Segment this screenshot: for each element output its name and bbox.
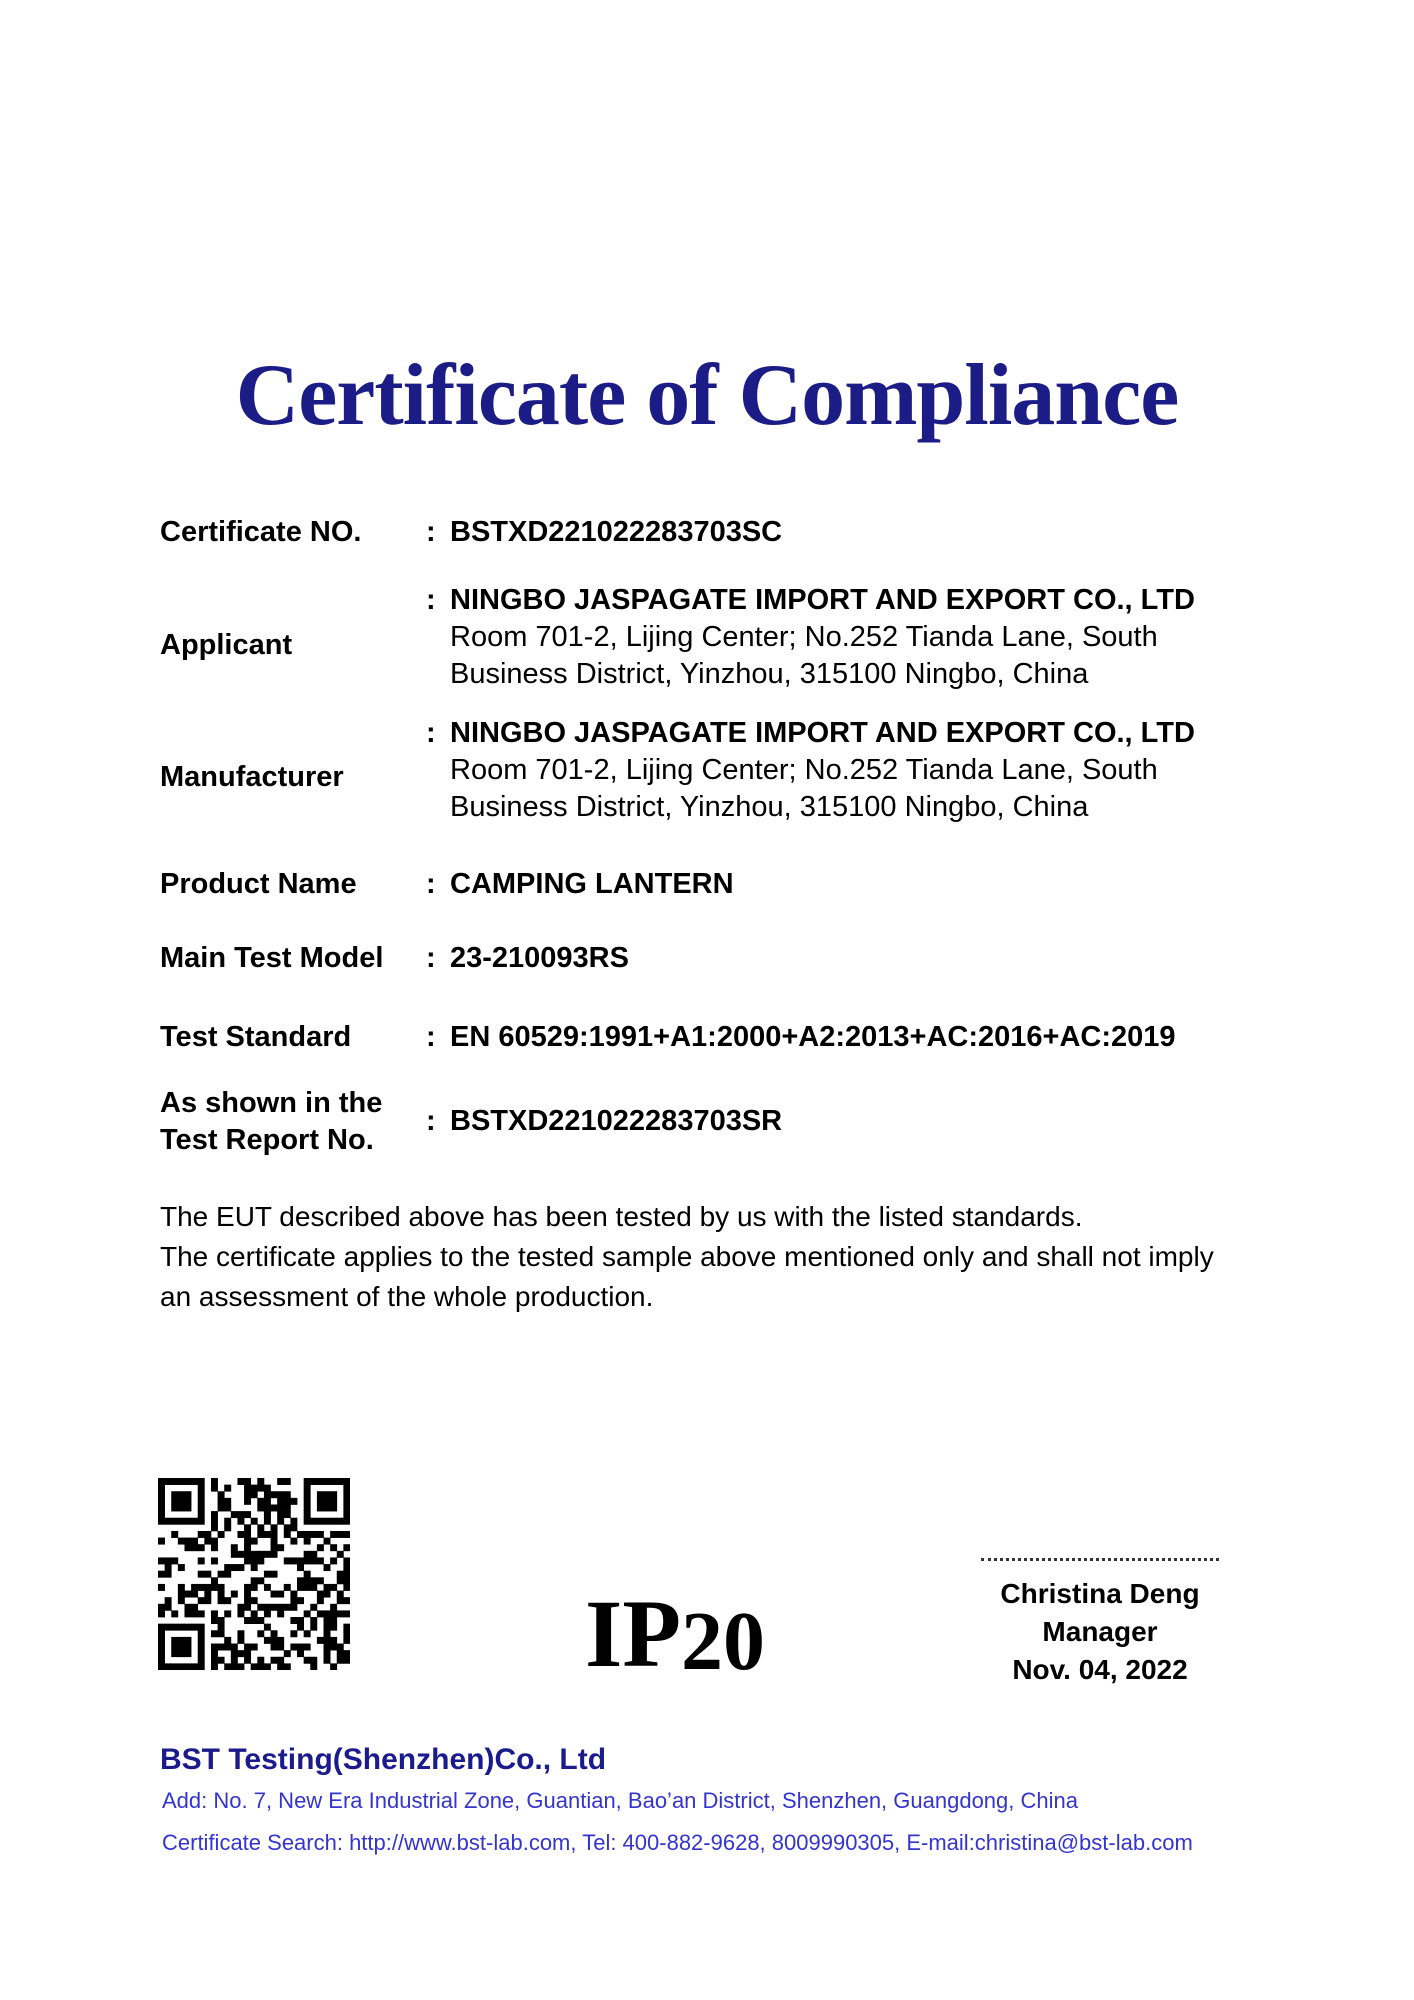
label-test-report-line1: As shown in the: [160, 1087, 383, 1119]
label-product-name: Product Name: [160, 868, 357, 900]
value-applicant: [450, 582, 1195, 693]
manufacturer-company: NINGBO JASPAGATE IMPORT AND EXPORT CO., LTD: [450, 717, 1195, 749]
colon-manufacturer: :: [426, 717, 436, 749]
statement-line3: an assessment of the whole production.: [160, 1281, 654, 1312]
value-certificate-no: BSTXD221022283703SC: [450, 516, 783, 548]
label-test-report: [160, 1085, 382, 1159]
signature-date: Nov. 04, 2022: [1012, 1654, 1188, 1685]
colon-product-name: :: [426, 868, 436, 900]
value-test-report: BSTXD221022283703SR: [450, 1105, 783, 1137]
value-test-standard: EN 60529:1991+A1:2000+A2:2013+AC:2016+AC:2019: [450, 1021, 1176, 1053]
label-test-report-line2: Test Report No.: [160, 1124, 374, 1156]
colon-applicant: :: [426, 584, 436, 616]
ip-rating: [585, 1580, 765, 1688]
colon-main-test-model: :: [426, 942, 436, 974]
signature-role: Manager: [1042, 1616, 1158, 1647]
ip-rating-digits: 20: [681, 1595, 765, 1688]
qr-code: [158, 1478, 350, 1670]
applicant-company: NINGBO JASPAGATE IMPORT AND EXPORT CO., LTD: [450, 584, 1195, 616]
certificate-title: Certificate of Compliance: [235, 347, 1179, 444]
label-test-standard: Test Standard: [160, 1021, 352, 1053]
value-main-test-model: 23-210093RS: [450, 942, 629, 974]
colon-test-report: :: [426, 1105, 436, 1137]
footer-contact: Certificate Search: http://www.bst-lab.com, Tel: 400-882-9628, 8009990305, E-mail:christina@bst-lab.com: [162, 1830, 1193, 1855]
footer-address: Add: No. 7, New Era Industrial Zone, Guantian, Bao’an District, Shenzhen, Guangdong, China: [162, 1788, 1078, 1813]
applicant-address-line2: Business District, Yinzhou, 315100 Ningbo, China: [450, 658, 1089, 690]
applicant-address-line1: Room 701-2, Lijing Center; No.252 Tianda Lane, South: [450, 621, 1158, 653]
statement-line2: The certificate applies to the tested sample above mentioned only and shall not imply: [160, 1241, 1214, 1272]
colon-test-standard: :: [426, 1021, 436, 1053]
label-main-test-model: Main Test Model: [160, 942, 384, 974]
value-manufacturer: [450, 715, 1195, 826]
manufacturer-address-line2: Business District, Yinzhou, 315100 Ningbo, China: [450, 791, 1089, 823]
footer-company-name: BST Testing(Shenzhen)Co., Ltd: [160, 1743, 607, 1776]
ip-rating-prefix: IP: [585, 1580, 681, 1687]
label-manufacturer: Manufacturer: [160, 761, 344, 793]
statement-paragraph: [160, 1197, 1270, 1317]
label-certificate-no: Certificate NO.: [160, 516, 362, 548]
label-applicant: Applicant: [160, 629, 293, 661]
colon-certificate-no: :: [426, 516, 436, 548]
value-product-name: CAMPING LANTERN: [450, 868, 734, 900]
manufacturer-address-line1: Room 701-2, Lijing Center; No.252 Tianda Lane, South: [450, 754, 1158, 786]
statement-line1: The EUT described above has been tested by us with the listed standards.: [160, 1201, 1083, 1232]
signature-name: Christina Deng: [1000, 1578, 1200, 1609]
signature-dotted-line: [981, 1558, 1219, 1561]
signature-block: [955, 1558, 1245, 1689]
